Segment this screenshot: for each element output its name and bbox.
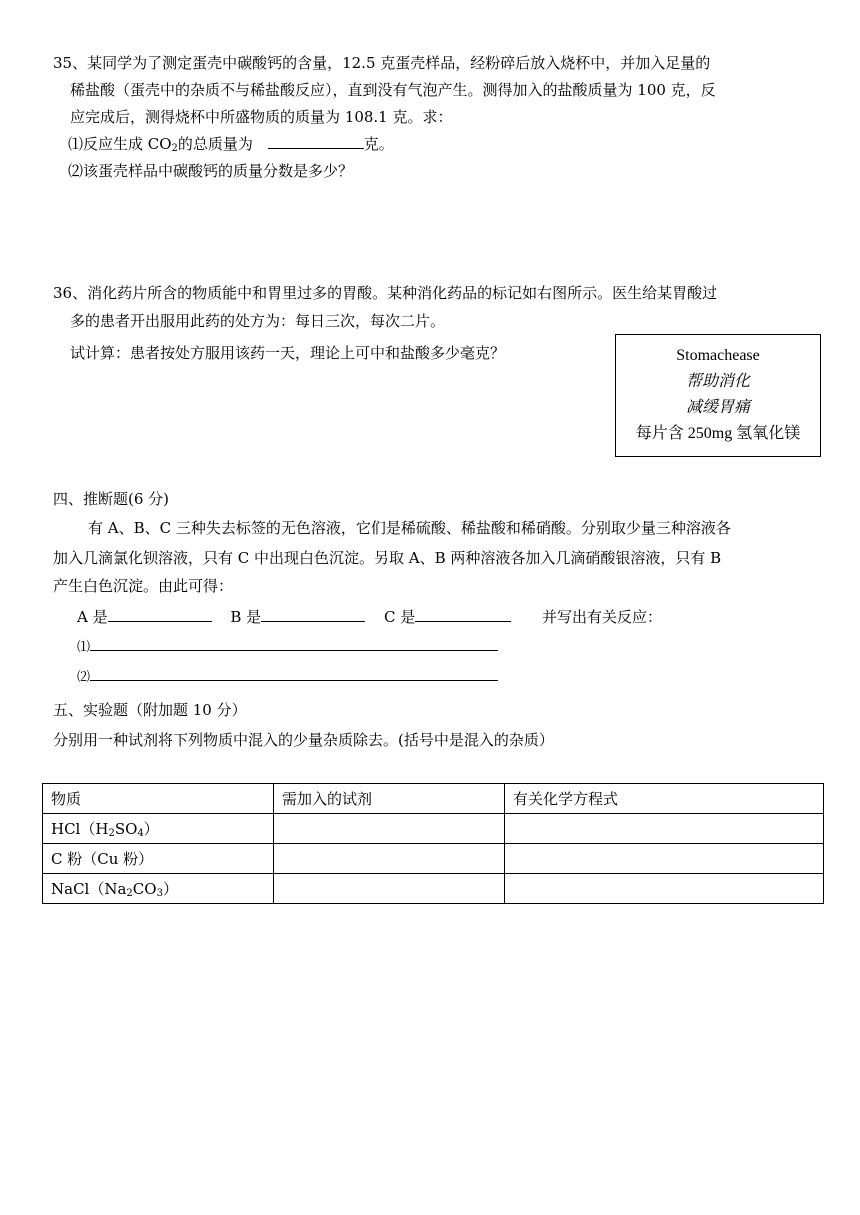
section5-heading: 五、实验题（附加题 10 分） xyxy=(53,701,247,719)
medicine-label-box xyxy=(615,334,821,457)
substance-pre: C 粉（Cu 粉） xyxy=(51,850,154,868)
c-answer-blank[interactable] xyxy=(415,605,511,622)
b-label: B 是 xyxy=(230,608,262,626)
q35-line2: 稀盐酸（蛋壳中的杂质不与稀盐酸反应），直到没有气泡产生。测得加入的盐酸质量为 100 克，反 xyxy=(70,81,716,99)
section4-heading: 四、推断题(6 分) xyxy=(53,490,170,508)
reaction-2-line xyxy=(77,664,498,691)
q35-sub1-post: 克。 xyxy=(363,135,394,153)
section4-abc-line xyxy=(77,604,662,630)
substance-sub2: 3 xyxy=(156,888,163,899)
q36-line1: 36、消化药片所含的物质能中和胃里过多的胃酸。某种消化药品的标记如右图所示。医生给某胃酸过 xyxy=(53,284,718,302)
section5-instruction: 分别用一种试剂将下列物质中混入的少量杂质除去。(括号中是混入的杂质） xyxy=(53,731,554,749)
q36-line2: 多的患者开出服用此药的处方为：每日三次，每次二片。 xyxy=(70,312,446,330)
substance-sub1: 2 xyxy=(126,888,133,899)
section4-p3: 产生白色沉淀。由此可得： xyxy=(53,577,234,595)
section4-p2: 加入几滴氯化钡溶液，只有 C 中出现白色沉淀。另取 A、B 两种溶液各加入几滴硝酸银溶液，只有 B xyxy=(53,549,722,567)
q35-answer-blank[interactable] xyxy=(268,132,364,149)
substance-sub2: 4 xyxy=(137,828,144,839)
c-label: C 是 xyxy=(383,608,416,626)
header-reagent: 需加入的试剂 xyxy=(274,784,505,814)
substance-post: ） xyxy=(162,880,178,898)
section4-p1: 有 A、B、C 三种失去标签的无色溶液，它们是稀硫酸、稀盐酸和稀硝酸。分别取少量三种溶液各 xyxy=(88,519,731,537)
q35-sub2: ⑵该蛋壳样品中碳酸钙的质量分数是多少？ xyxy=(68,162,354,180)
substance-pre: HCl（H xyxy=(51,820,109,838)
reagent-answer-cell[interactable] xyxy=(274,874,505,904)
substance-cell xyxy=(43,844,274,874)
reaction-prompt: 并写出有关反应： xyxy=(542,608,663,626)
q35-sub1-subscript: 2 xyxy=(171,143,178,154)
header-equation: 有关化学方程式 xyxy=(505,784,824,814)
table-header-row xyxy=(43,784,824,814)
medicine-name: Stomachease xyxy=(676,347,760,364)
reagent-answer-cell[interactable] xyxy=(274,844,505,874)
reaction-2-number: ⑵ xyxy=(77,670,91,685)
substance-mid: CO xyxy=(132,880,157,898)
reaction-1-blank[interactable] xyxy=(90,634,498,651)
table-row xyxy=(43,874,824,904)
b-answer-blank[interactable] xyxy=(261,605,365,622)
a-answer-blank[interactable] xyxy=(108,605,212,622)
reagent-answer-cell[interactable] xyxy=(274,814,505,844)
equation-answer-cell[interactable] xyxy=(505,844,824,874)
medicine-content: 每片含 250mg 氢氧化镁 xyxy=(635,425,801,442)
substance-pre: NaCl（Na xyxy=(51,880,127,898)
table-row xyxy=(43,814,824,844)
reagent-table xyxy=(42,783,824,904)
header-substance: 物质 xyxy=(43,784,274,814)
medicine-claim-2: 减缓胃痛 xyxy=(685,399,750,416)
reaction-1-line xyxy=(77,634,498,661)
medicine-claim-1: 帮助消化 xyxy=(685,373,750,390)
reaction-2-blank[interactable] xyxy=(90,664,498,681)
substance-post: ） xyxy=(143,820,159,838)
equation-answer-cell[interactable] xyxy=(505,874,824,904)
substance-sub1: 2 xyxy=(108,828,115,839)
q35-sub1-mid: 的总质量为 xyxy=(177,135,253,153)
substance-cell xyxy=(43,874,274,904)
q35-line3: 应完成后，测得烧杯中所盛物质的质量为 108.1 克。求： xyxy=(70,108,453,126)
substance-mid: SO xyxy=(114,820,138,838)
reaction-1-number: ⑴ xyxy=(77,640,91,655)
a-label: A 是 xyxy=(77,608,108,626)
substance-cell xyxy=(43,814,274,844)
q35-sub1-pre: ⑴反应生成 CO xyxy=(68,135,172,153)
equation-answer-cell[interactable] xyxy=(505,814,824,844)
table-row xyxy=(43,844,824,874)
q35-line1: 35、某同学为了测定蛋壳中碳酸钙的含量，12.5 克蛋壳样品，经粉碎后放入烧杯中，并加入足量的 xyxy=(53,54,711,72)
q36-line3: 试计算：患者按处方服用该药一天，理论上可中和盐酸多少毫克？ xyxy=(70,344,506,362)
